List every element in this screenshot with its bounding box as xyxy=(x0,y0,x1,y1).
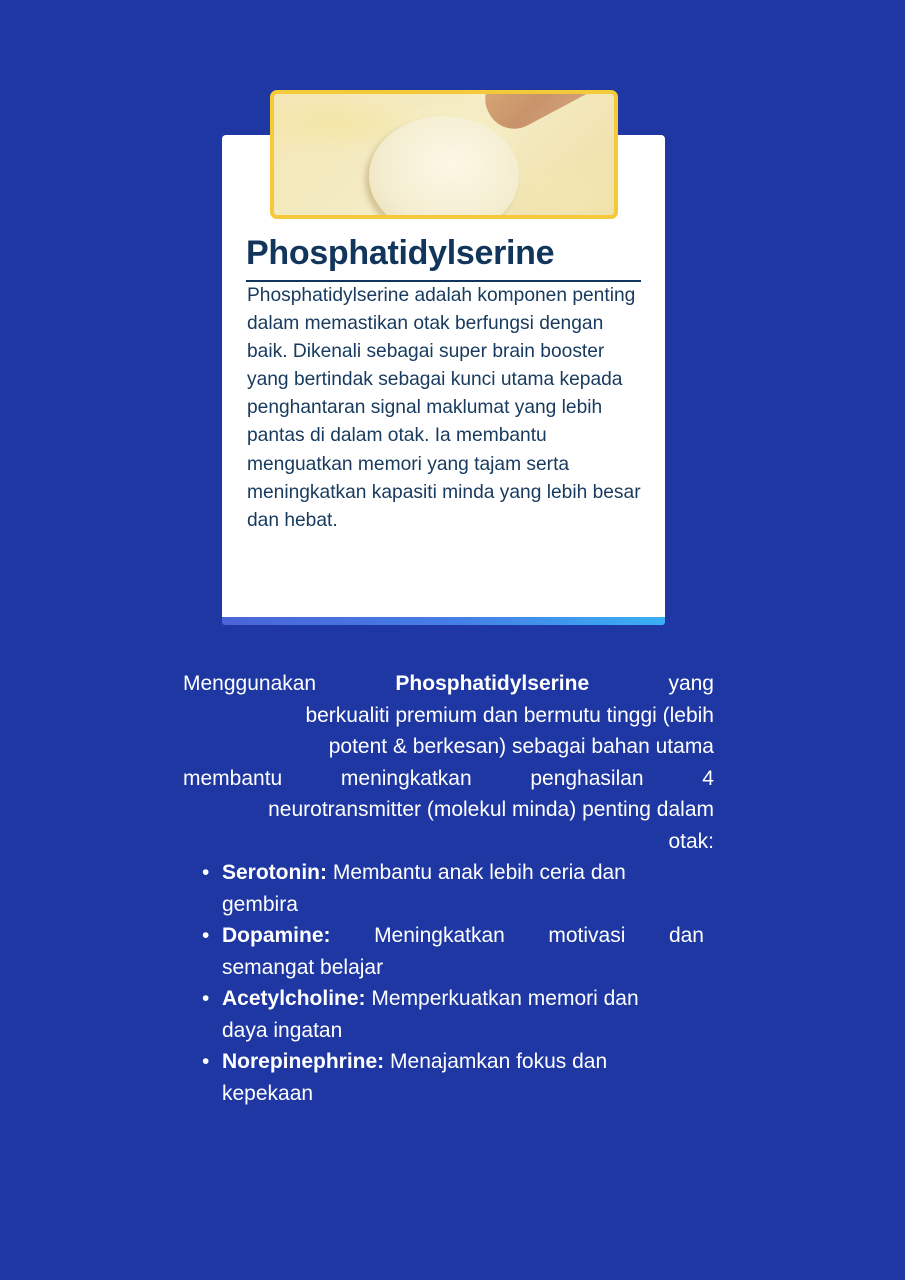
item-text-cont: kepekaan xyxy=(222,1081,314,1105)
intro-line-3: potent & berkesan) sebagai bahan utama xyxy=(328,735,714,758)
list-item-norepinephrine xyxy=(200,1046,704,1109)
item-name: Norepinephrine: xyxy=(222,1050,385,1073)
intro-word: membantu xyxy=(183,766,283,790)
item-text: Memperkuatkan memori dan xyxy=(371,987,639,1010)
item-text: Membantu anak lebih ceria dan xyxy=(332,861,626,884)
item-word: motivasi xyxy=(548,924,626,947)
spoon-handle-graphic xyxy=(475,90,618,139)
intro-line-5: neurotransmitter (molekul minda) penting dalam xyxy=(268,798,714,821)
intro-line-2: berkualiti premium dan bermutu tinggi (lebih xyxy=(305,703,714,727)
item-name: Serotonin: xyxy=(222,861,327,884)
item-text-cont: semangat belajar xyxy=(222,955,384,979)
intro-highlight: Phosphatidylserine xyxy=(395,672,590,695)
intro-word: meningkatkan xyxy=(340,766,472,790)
item-text-cont: daya ingatan xyxy=(222,1018,343,1042)
card-title: Phosphatidylserine xyxy=(246,234,555,272)
intro-word: penghasilan xyxy=(530,766,644,790)
item-line xyxy=(222,920,704,952)
item-name: Acetylcholine: xyxy=(222,987,366,1010)
item-word: dan xyxy=(668,924,704,947)
item-text-cont: gembira xyxy=(222,892,298,916)
intro-line-1 xyxy=(183,668,714,700)
intro-word: Menggunakan xyxy=(183,672,317,695)
intro-line-4 xyxy=(183,763,714,795)
item-name: Dopamine: xyxy=(222,924,331,947)
intro-paragraph xyxy=(183,668,714,857)
list-item-dopamine xyxy=(200,920,704,983)
list-item-serotonin xyxy=(200,857,704,920)
powder-spoon-image xyxy=(270,90,618,219)
bullet-icon: • xyxy=(202,861,210,884)
card-accent-bar xyxy=(222,617,665,625)
intro-line-6: otak: xyxy=(668,829,714,853)
item-text: Menajamkan fokus dan xyxy=(390,1050,608,1073)
card-description: Phosphatidylserine adalah komponen penting dalam memastikan otak berfungsi dengan baik. Dikenali sebagai super brain booster yang bertindak sebagai kunci utama kepada penghantaran signal maklumat yang lebih pantas di dalam otak. Ia membantu menguatkan memori yang tajam serta meningkatkan kapasiti minda yang lebih besar dan hebat. xyxy=(247,285,641,531)
bullet-icon: • xyxy=(202,987,210,1010)
spoon-bowl-graphic xyxy=(369,116,519,219)
intro-word: 4 xyxy=(702,766,714,790)
bullet-icon: • xyxy=(202,924,210,947)
intro-word: yang xyxy=(668,672,714,695)
item-word: Meningkatkan xyxy=(374,924,505,947)
list-item-acetylcholine xyxy=(200,983,704,1046)
neurotransmitter-list xyxy=(200,857,704,1109)
bullet-icon: • xyxy=(202,1050,210,1073)
